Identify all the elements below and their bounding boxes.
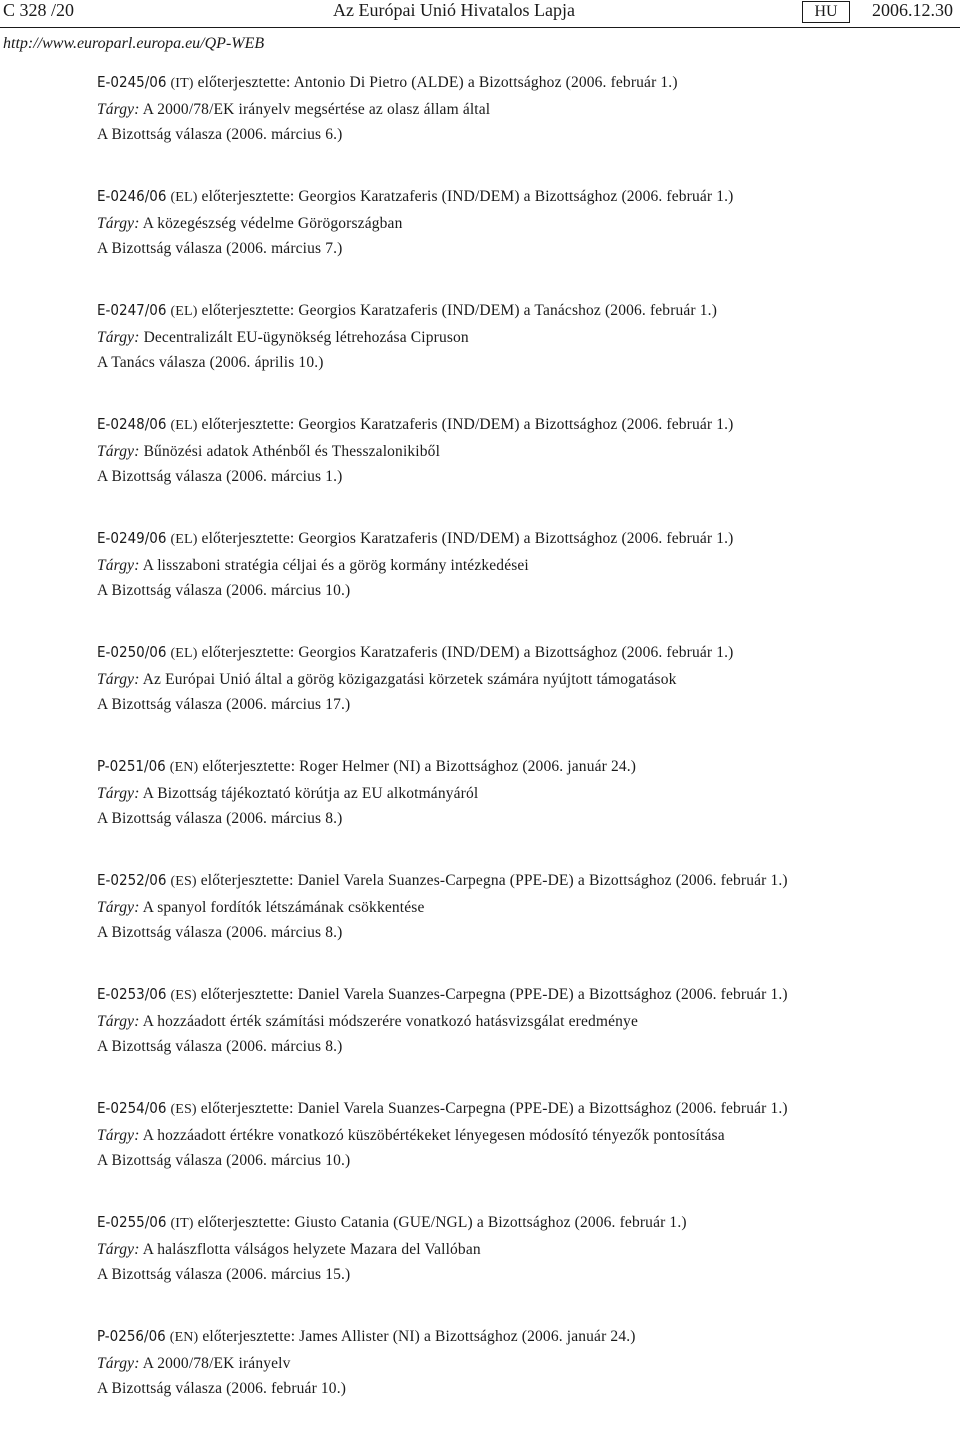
- answer-line: A Bizottság válasza (2006. február 10.): [97, 1380, 347, 1397]
- question-subject: [97, 97, 947, 123]
- language-code: (EL): [170, 190, 198, 205]
- submitter-line: előterjesztette: Daniel Varela Suanzes-Carpegna (PPE-DE) a Bizottsághoz (2006. február 1.): [200, 872, 788, 889]
- page-header: [0, 0, 960, 28]
- question-heading: [97, 868, 947, 895]
- question-subject: [97, 1237, 947, 1263]
- language-code: (EN): [169, 1330, 199, 1345]
- question-heading: [97, 412, 947, 439]
- journal-title: Az Európai Unió Hivatalos Lapja: [333, 0, 575, 20]
- subject-label: Tárgy:: [97, 442, 140, 460]
- question-entry: [97, 1210, 947, 1324]
- subject-text: A közegészség védelme Görögországban: [142, 214, 403, 232]
- language-code: (EL): [170, 646, 198, 661]
- subject-text: A spanyol fordítók létszámának csökkentése: [142, 898, 425, 916]
- submitter-line: előterjesztette: Georgios Karatzaferis (IND/DEM) a Bizottsághoz (2006. február 1.): [201, 416, 734, 433]
- subject-text: A 2000/78/EK irányelv: [142, 1354, 291, 1372]
- subject-label: Tárgy:: [97, 670, 140, 688]
- submitter-line: előterjesztette: Daniel Varela Suanzes-Carpegna (PPE-DE) a Bizottsághoz (2006. február 1.): [200, 986, 788, 1003]
- language-code: (ES): [170, 1102, 197, 1117]
- question-entry: [97, 526, 947, 640]
- subject-text: Bűnözési adatok Athénből és Thesszalonikiből: [143, 442, 441, 460]
- subject-label: Tárgy:: [97, 898, 140, 916]
- language-code: (EN): [169, 760, 199, 775]
- submitter-line: előterjesztette: Daniel Varela Suanzes-Carpegna (PPE-DE) a Bizottsághoz (2006. február 1.): [200, 1100, 788, 1117]
- subject-text: A hozzáadott érték számítási módszerére vonatkozó hatásvizsgálat eredménye: [142, 1012, 638, 1030]
- submitter-line: előterjesztette: Georgios Karatzaferis (IND/DEM) a Bizottsághoz (2006. február 1.): [201, 188, 734, 205]
- question-entry: [97, 868, 947, 982]
- question-entry: [97, 1324, 947, 1438]
- answer-line: A Bizottság válasza (2006. március 8.): [97, 924, 343, 941]
- subject-label: Tárgy:: [97, 784, 140, 802]
- answer-line: A Bizottság válasza (2006. március 6.): [97, 126, 343, 143]
- question-number: P-0251/06: [97, 757, 166, 775]
- answer-line: A Bizottság válasza (2006. március 10.): [97, 1152, 351, 1169]
- publication-date: 2006.12.30: [872, 0, 953, 20]
- submitter-line: előterjesztette: Georgios Karatzaferis (IND/DEM) a Bizottsághoz (2006. február 1.): [201, 644, 734, 661]
- subject-label: Tárgy:: [97, 328, 140, 346]
- subject-text: Az Európai Unió által a görög közigazgatási körzetek számára nyújtott támogatások: [142, 670, 677, 688]
- subject-label: Tárgy:: [97, 1240, 140, 1258]
- question-subject: [97, 667, 947, 693]
- question-subject: [97, 325, 947, 351]
- language-code: (EL): [170, 304, 198, 319]
- question-entry: [97, 754, 947, 868]
- answer-line: A Bizottság válasza (2006. március 1.): [97, 468, 343, 485]
- question-subject: [97, 1351, 947, 1377]
- question-number: E-0252/06: [97, 871, 167, 889]
- question-list: [97, 70, 947, 1438]
- language-code: (ES): [170, 988, 197, 1003]
- header-divider: [0, 27, 960, 28]
- language-code: (IT): [170, 76, 194, 91]
- language-code: (ES): [170, 874, 197, 889]
- question-entry: [97, 70, 947, 184]
- subject-label: Tárgy:: [97, 1012, 140, 1030]
- question-heading: [97, 526, 947, 553]
- submitter-line: előterjesztette: James Allister (NI) a Bizottsághoz (2006. január 24.): [202, 1328, 636, 1345]
- question-heading: [97, 1096, 947, 1123]
- question-heading: [97, 184, 947, 211]
- subject-label: Tárgy:: [97, 556, 140, 574]
- question-number: P-0256/06: [97, 1327, 166, 1345]
- subject-label: Tárgy:: [97, 1126, 140, 1144]
- subject-text: A hozzáadott értékre vonatkozó küszöbértékeket lényegesen módosító tényezők pontosítása: [142, 1126, 725, 1144]
- question-heading: [97, 754, 947, 781]
- subject-label: Tárgy:: [97, 214, 140, 232]
- question-entry: [97, 184, 947, 298]
- question-number: E-0255/06: [97, 1213, 167, 1231]
- question-number: E-0246/06: [97, 187, 167, 205]
- question-number: E-0248/06: [97, 415, 167, 433]
- answer-line: A Bizottság válasza (2006. március 8.): [97, 810, 343, 827]
- question-subject: [97, 895, 947, 921]
- question-number: E-0247/06: [97, 301, 167, 319]
- submitter-line: előterjesztette: Georgios Karatzaferis (IND/DEM) a Tanácshoz (2006. február 1.): [201, 302, 718, 319]
- page-reference: C 328 /20: [3, 0, 75, 20]
- question-subject: [97, 553, 947, 579]
- question-entry: [97, 412, 947, 526]
- subject-text: A lisszaboni stratégia céljai és a görög kormány intézkedései: [142, 556, 529, 574]
- answer-line: A Bizottság válasza (2006. március 15.): [97, 1266, 351, 1283]
- question-number: E-0254/06: [97, 1099, 167, 1117]
- question-entry: [97, 298, 947, 412]
- answer-line: A Bizottság válasza (2006. március 10.): [97, 582, 351, 599]
- question-entry: [97, 982, 947, 1096]
- subject-label: Tárgy:: [97, 100, 140, 118]
- answer-line: A Tanács válasza (2006. április 10.): [97, 354, 324, 371]
- submitter-line: előterjesztette: Georgios Karatzaferis (IND/DEM) a Bizottsághoz (2006. február 1.): [201, 530, 734, 547]
- question-subject: [97, 439, 947, 465]
- question-number: E-0253/06: [97, 985, 167, 1003]
- question-heading: [97, 1210, 947, 1237]
- submitter-line: előterjesztette: Giusto Catania (GUE/NGL) a Bizottsághoz (2006. február 1.): [197, 1214, 687, 1231]
- question-subject: [97, 781, 947, 807]
- subject-text: A 2000/78/EK irányelv megsértése az olasz állam által: [142, 100, 491, 118]
- question-heading: [97, 1324, 947, 1351]
- question-heading: [97, 640, 947, 667]
- question-number: E-0250/06: [97, 643, 167, 661]
- language-code: (EL): [170, 418, 198, 433]
- submitter-line: előterjesztette: Roger Helmer (NI) a Bizottsághoz (2006. január 24.): [202, 758, 637, 775]
- question-entry: [97, 1096, 947, 1210]
- subject-text: Decentralizált EU-ügynökség létrehozása Cipruson: [143, 328, 469, 346]
- language-code: (IT): [170, 1216, 194, 1231]
- question-heading: [97, 70, 947, 97]
- language-badge: HU: [802, 1, 850, 23]
- question-entry: [97, 640, 947, 754]
- question-subject: [97, 1123, 947, 1149]
- question-heading: [97, 982, 947, 1009]
- question-number: E-0245/06: [97, 73, 167, 91]
- subject-text: A Bizottság tájékoztató körútja az EU alkotmányáról: [142, 784, 479, 802]
- submitter-line: előterjesztette: Antonio Di Pietro (ALDE) a Bizottsághoz (2006. február 1.): [197, 74, 678, 91]
- question-number: E-0249/06: [97, 529, 167, 547]
- question-subject: [97, 211, 947, 237]
- question-subject: [97, 1009, 947, 1035]
- answer-line: A Bizottság válasza (2006. március 8.): [97, 1038, 343, 1055]
- language-code: (EL): [170, 532, 198, 547]
- answer-line: A Bizottság válasza (2006. március 7.): [97, 240, 343, 257]
- subject-text: A halászflotta válságos helyzete Mazara del Vallóban: [142, 1240, 481, 1258]
- source-url[interactable]: http://www.europarl.europa.eu/QP-WEB: [3, 35, 265, 52]
- subject-label: Tárgy:: [97, 1354, 140, 1372]
- answer-line: A Bizottság válasza (2006. március 17.): [97, 696, 351, 713]
- question-heading: [97, 298, 947, 325]
